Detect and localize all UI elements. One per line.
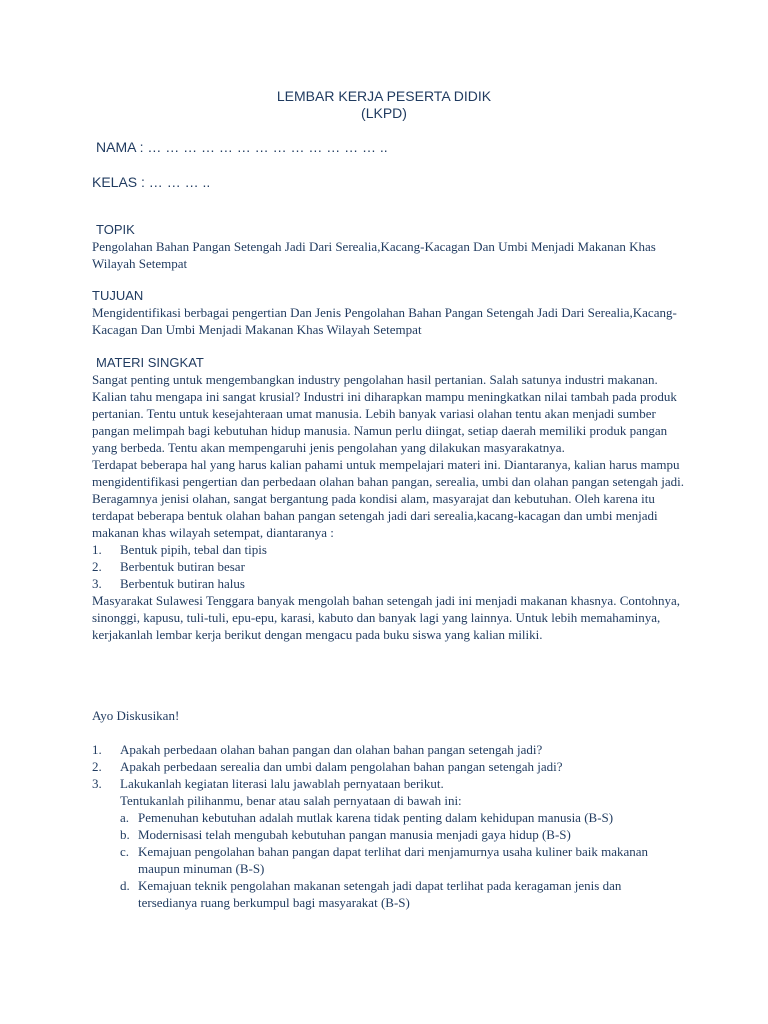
tujuan-heading: TUJUAN [92,288,144,303]
list-item: 1. Bentuk pipih, tebal dan tipis [92,542,267,557]
list-item: 2. Apakah perbedaan serealia dan umbi dalam pengolahan bahan pangan setengah jadi? [92,759,563,774]
list-item: d. Kemajuan teknik pengolahan makanan setengah jadi dapat terlihat pada keragaman jenis dan tersedianya ruang berkumpul bagi masyarakat (B-S) [120,878,622,910]
tujuan-text: Mengidentifikasi berbagai pengertian Dan Jenis Pengolahan Bahan Pangan Setengah Jadi Dari Serealia,Kacang-Kacagan Dan Umbi Menjadi Makanan Khas Wilayah Setempat [92,305,677,337]
topik-section [92,221,682,272]
materi-heading: MATERI SINGKAT [96,355,204,370]
list-item: 3. Berbentuk butiran halus [92,576,245,591]
list-item: 1. Apakah perbedaan olahan bahan pangan dan olahan bahan pangan setengah jadi? [92,742,543,757]
document-subtitle: (LKPD) [361,105,407,121]
list-item: a. Pemenuhan kebutuhan adalah mutlak karena tidak penting dalam kehidupan manusia (B-S) [120,810,614,825]
materi-section [92,354,684,643]
list-item: c. Kemajuan pengolahan bahan pangan dapat terlihat dari menjamurnya usaha kuliner baik makanan maupun minuman (B-S) [120,844,649,876]
instruction-text: Tentukanlah pilihanmu, benar atau salah pernyataan di bawah ini: [120,793,462,808]
list-item: 3. Lakukanlah kegiatan literasi lalu jawablah pernyataan berikut. [92,776,444,791]
diskusi-heading: Ayo Diskusikan! [92,708,180,723]
statement-list [92,809,682,911]
tujuan-section [92,287,682,338]
topik-heading: TOPIK [96,222,135,237]
list-item: 2. Berbentuk butiran besar [92,559,245,574]
diskusi-section [92,707,682,911]
materi-paragraph-1: Sangat penting untuk mengembangkan industry pengolahan hasil pertanian. Salah satunya industri makanan. Kalian tahu mengapa ini sangat krusial? Industri ini diharapkan mampu meningkatkan nilai tambah pada produk pertanian. Tentu untuk kesejahteraan umat manusia. Lebih banyak variasi olahan tentu akan menjadi sumber pangan melimpah bagi kebutuhan hidup manusia. Namun perlu diingat, setiap daerah memiliki produk pangan yang berbeda. Tentu akan mempengaruhi jenis pengolahan yang dilakukan masyarakatnya. [92,372,677,455]
materi-paragraph-2: Terdapat beberapa hal yang harus kalian pahami untuk mempelajari materi ini. Diantaranya, kalian harus mampu mengidentifikasi pengertian dan perbedaan olahan bahan pangan, serealia, umbi dan olahan pangan setengah jadi. Beragamnya jenisi olahan, sangat bergantung pada kondisi alam, masyarajat dan kebutuhan. Oleh karena itu terdapat beberapa bentuk olahan bahan pangan setengah jadi dari serealia,kacang-kacagan dan umbi menjadi makanan khas wilayah setempat, diantaranya : [92,457,684,540]
document-title: LEMBAR KERJA PESERTA DIDIK [276,88,492,104]
topik-text: Pengolahan Bahan Pangan Setengah Jadi Dari Serealia,Kacang-Kacagan Dan Umbi Menjadi Makanan Khas Wilayah Setempat [92,239,656,271]
nama-field: NAMA : … … … … … … … … … … … … … .. [96,139,388,155]
list-item: b. Modernisasi telah mengubah kebutuhan pangan manusia menjadi gaya hidup (B-S) [120,827,571,842]
bentuk-list [92,541,684,592]
kelas-field: KELAS : … … … .. [92,174,211,190]
materi-paragraph-3: Masyarakat Sulawesi Tenggara banyak mengolah bahan setengah jadi ini menjadi makanan khasnya. Contohnya, sinonggi, kapusu, tuli-tuli, epu-epu, karasi, kabuto dan banyak lagi yang lainnya. Untuk lebih memahaminya, kerjakanlah lembar kerja berikut dengan mengacu pada buku siswa yang kalian miliki. [92,593,681,642]
question-list [92,741,682,792]
